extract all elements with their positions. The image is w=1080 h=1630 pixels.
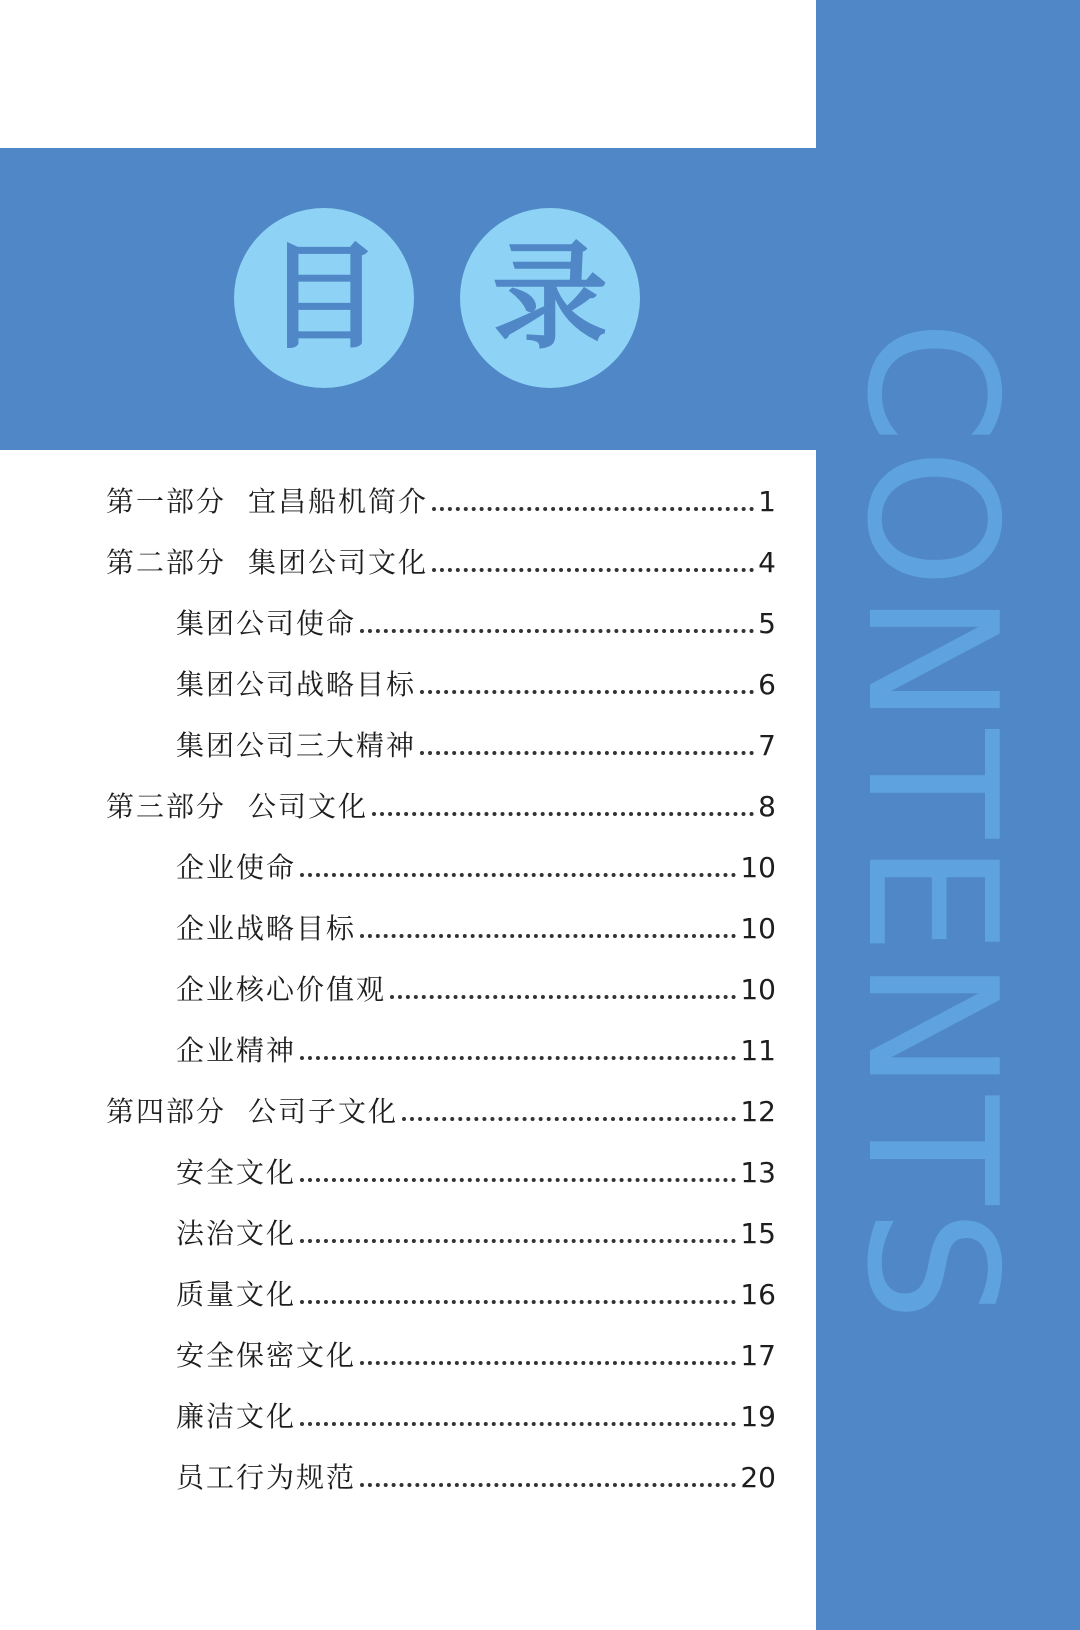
toc-entry-label: [176, 851, 297, 884]
toc-title: 员工行为规范: [176, 1461, 357, 1494]
toc-entry[interactable]: [176, 1452, 776, 1492]
toc-page-number: 13: [740, 1156, 776, 1189]
toc-entry[interactable]: [106, 781, 776, 821]
toc-dot-leader: [300, 1239, 736, 1243]
toc-entry[interactable]: [176, 1330, 776, 1370]
toc-entry[interactable]: [106, 1086, 776, 1126]
toc-entry[interactable]: [176, 964, 776, 1004]
toc-part-label: 第一部分: [106, 485, 227, 518]
toc-entry[interactable]: [176, 1208, 776, 1248]
toc-page-number: 10: [740, 973, 776, 1006]
toc-entry-label: [176, 1400, 297, 1433]
toc-entry-label: [106, 790, 369, 823]
toc-dot-leader: [402, 1117, 736, 1121]
toc-dot-leader: [360, 1483, 736, 1487]
toc-entry-label: [176, 912, 357, 945]
contents-vertical-text: CONTENTS: [828, 320, 1035, 1326]
toc-dot-leader: [432, 568, 754, 572]
toc-dot-leader: [360, 629, 754, 633]
toc-entry-label: [176, 1034, 297, 1067]
toc-page-number: 17: [740, 1339, 776, 1372]
toc-dot-leader: [360, 1361, 736, 1365]
toc-dot-leader: [300, 1300, 736, 1304]
toc-entry[interactable]: [176, 659, 776, 699]
toc-dot-leader: [432, 507, 754, 511]
toc-entry[interactable]: [176, 1147, 776, 1187]
toc-title: 质量文化: [176, 1278, 297, 1311]
toc-title: 企业精神: [176, 1034, 297, 1067]
toc-title: 集团公司战略目标: [176, 668, 417, 701]
toc-page-number: 10: [740, 912, 776, 945]
toc-entry-label: [176, 1217, 297, 1250]
title-char-2: 录: [492, 230, 608, 365]
toc-page-number: 20: [740, 1461, 776, 1494]
toc-title: 宜昌船机简介: [248, 485, 429, 518]
toc-entry[interactable]: [176, 1269, 776, 1309]
toc-part-label: 第二部分: [106, 546, 227, 579]
toc-page-number: 16: [740, 1278, 776, 1311]
toc-page-number: 15: [740, 1217, 776, 1250]
toc-dot-leader: [420, 751, 754, 755]
toc-page-number: 11: [740, 1034, 776, 1067]
toc-page-number: 1: [758, 485, 776, 518]
toc-dot-leader: [360, 934, 736, 938]
title-circle-1: [234, 208, 414, 388]
toc-entry-label: [176, 668, 417, 701]
toc-entry-label: [176, 607, 357, 640]
toc-title: 法治文化: [176, 1217, 297, 1250]
toc-dot-leader: [372, 812, 754, 816]
toc-entry[interactable]: [106, 476, 776, 516]
toc-page-number: 4: [758, 546, 776, 579]
toc-page-number: 6: [758, 668, 776, 701]
toc-dot-leader: [390, 995, 736, 999]
toc-entry[interactable]: [176, 903, 776, 943]
toc-entry[interactable]: [176, 720, 776, 760]
toc-part-label: 第三部分: [106, 790, 227, 823]
toc-entry-label: [106, 1095, 399, 1128]
toc-entry[interactable]: [176, 1391, 776, 1431]
toc-page-number: 7: [758, 729, 776, 762]
toc-page-number: 8: [758, 790, 776, 823]
toc-entry[interactable]: [176, 842, 776, 882]
toc-entry-label: [106, 546, 429, 579]
toc-title: 集团公司文化: [248, 546, 429, 579]
toc-title: 安全文化: [176, 1156, 297, 1189]
toc-entry-label: [176, 1339, 357, 1372]
toc-title: 廉洁文化: [176, 1400, 297, 1433]
toc-page-number: 5: [758, 607, 776, 640]
toc-entry-label: [176, 1278, 297, 1311]
toc-title: 集团公司三大精神: [176, 729, 417, 762]
toc-entry-label: [176, 1461, 357, 1494]
toc-entry-label: [176, 973, 387, 1006]
toc-title: 安全保密文化: [176, 1339, 357, 1372]
toc-entry[interactable]: [106, 537, 776, 577]
toc-title: 企业战略目标: [176, 912, 357, 945]
toc-entry-label: [176, 1156, 297, 1189]
toc-page-number: 19: [740, 1400, 776, 1433]
toc-dot-leader: [300, 1178, 736, 1182]
title-circle-2: [460, 208, 640, 388]
toc-dot-leader: [300, 1422, 736, 1426]
toc-title: 企业使命: [176, 851, 297, 884]
toc-entry-label: [106, 485, 429, 518]
toc-dot-leader: [300, 873, 736, 877]
toc-entry-label: [176, 729, 417, 762]
toc-title: 集团公司使命: [176, 607, 357, 640]
toc-part-label: 第四部分: [106, 1095, 227, 1128]
title-char-1: 目: [266, 230, 382, 365]
toc-page-number: 12: [740, 1095, 776, 1128]
toc-title: 公司文化: [248, 790, 369, 823]
toc-dot-leader: [300, 1056, 736, 1060]
toc-title: 公司子文化: [248, 1095, 399, 1128]
toc-entry[interactable]: [176, 1025, 776, 1065]
toc-entry[interactable]: [176, 598, 776, 638]
toc-title: 企业核心价值观: [176, 973, 387, 1006]
toc-dot-leader: [420, 690, 754, 694]
toc-page-number: 10: [740, 851, 776, 884]
